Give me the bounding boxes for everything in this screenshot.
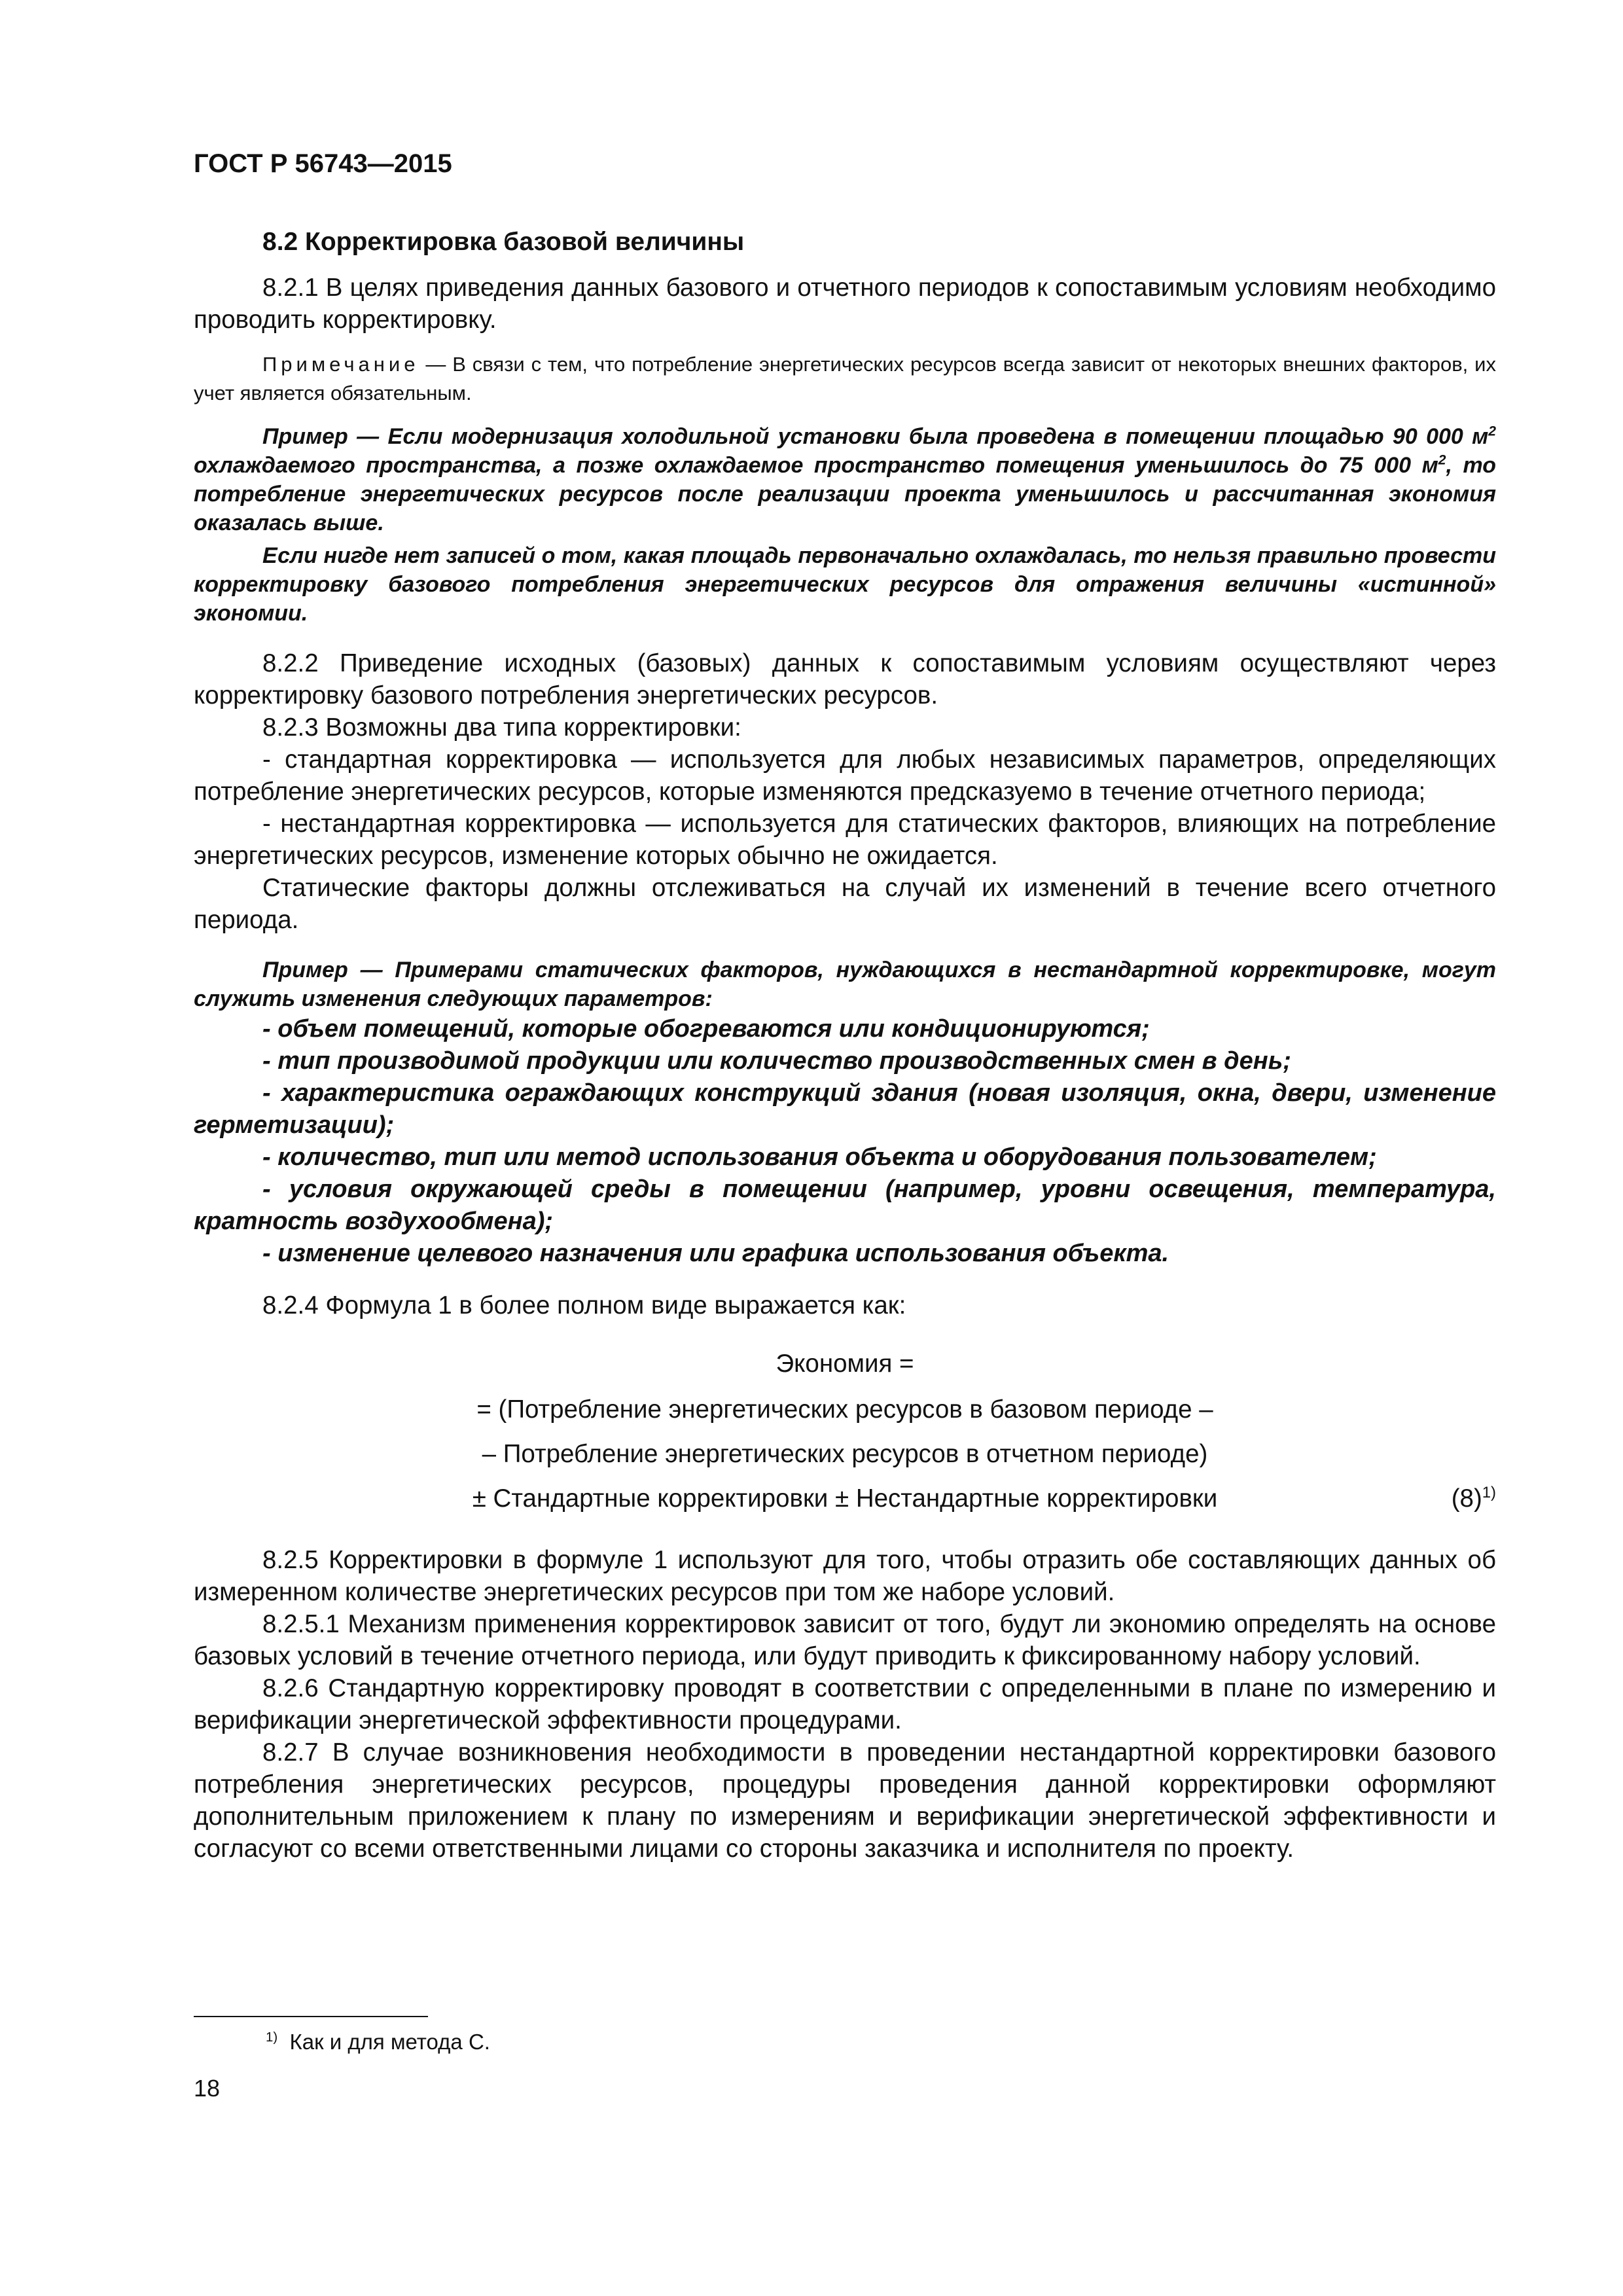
- note-text: — В связи с тем, что потребление энергетических ресурсов всегда зависит от некоторых внешних факторов, их учет является обязательным.: [194, 353, 1496, 404]
- paragraph-static-factors: Статические факторы должны отслеживаться на случай их изменений в течение всего отчетного периода.: [194, 874, 1496, 934]
- paragraph-8-2-7: 8.2.7 В случае возникновения необходимости в проведении нестандартной корректировки базового потребления энергетических ресурсов, процедуры проведения данной корректировки оформляют дополнительным приложением к плану по измерениям и верификации энергетической эффективности и согласуют со всеми ответственными лицами со стороны заказчика и исполнителя по проекту.: [194, 1738, 1496, 1863]
- example-1-text-part-1: Пример — Если модернизация холодильной установки была проведена в помещении площадью 90 000 м: [262, 424, 1489, 449]
- example-2-intro: Пример — Примерами статических факторов, нуждающихся в нестандартной корректировке, могут служить изменения следующих параметров:: [194, 958, 1496, 1011]
- example-1-text-part-3: , то потребление энергетических ресурсов после реализации проекта уменьшилось и рассчитанная экономия оказалась выше.: [194, 453, 1496, 535]
- note-label: Примечание: [262, 353, 419, 376]
- formula-line-4: ± Стандартные корректировки ± Нестандартные корректировки: [472, 1484, 1218, 1513]
- formula-number-text: (8): [1451, 1484, 1482, 1513]
- example-2-item: - тип производимой продукции или количество производственных смен в день;: [262, 1047, 1291, 1075]
- example-2-item: - объем помещений, которые обогреваются или кондиционируются;: [262, 1015, 1150, 1043]
- example-2-item: - условия окружающей среды в помещении (например, уровни освещения, температура, кратность воздухообмена);: [194, 1175, 1496, 1235]
- paragraph-8-2-5-1: 8.2.5.1 Механизм применения корректировок зависит от того, будут ли экономию определять на основе базовых условий в течение отчетного периода, или будут приводить к фиксированному набору условий.: [194, 1610, 1496, 1670]
- document-code-header: ГОСТ Р 56743—2015: [194, 149, 452, 178]
- paragraph-8-2-6: 8.2.6 Стандартную корректировку проводят в соответствии с определенными в плане по измерению и верификации энергетической эффективности процедурами.: [194, 1674, 1496, 1734]
- example-1-paragraph-1: [194, 422, 1496, 537]
- formula-line-1: Экономия =: [776, 1350, 914, 1378]
- paragraph-8-2-5: 8.2.5 Корректировки в формуле 1 используют для того, чтобы отразить обе составляющих данных об измеренном количестве энергетических ресурсов при том же наборе условий.: [194, 1546, 1496, 1606]
- example-2-item: - изменение целевого назначения или графика использования объекта.: [262, 1240, 1169, 1267]
- example-1-paragraph-2: Если нигде нет записей о том, какая площадь первоначально охлаждалась, то нельзя правильно провести корректировку базового потребления энергетических ресурсов для отражения величины «истинной» экономии.: [194, 543, 1496, 626]
- note: [194, 350, 1496, 408]
- footnote-marker: 1): [266, 2030, 278, 2045]
- example-2-item: - характеристика ограждающих конструкций здания (новая изоляция, окна, двери, изменение герметизации);: [194, 1079, 1496, 1139]
- paragraph-8-2-3: 8.2.3 Возможны два типа корректировки:: [262, 713, 741, 742]
- example-2-item: - количество, тип или метод использования объекта и оборудования пользователем;: [262, 1143, 1377, 1171]
- example-1-superscript-2: 2: [1438, 452, 1446, 468]
- list-item-nonstandard-correction: - нестандартная корректировка — используется для статических факторов, влияющих на потребление энергетических ресурсов, изменение которых обычно не ожидается.: [194, 810, 1496, 870]
- paragraph-8-2-4: 8.2.4 Формула 1 в более полном виде выражается как:: [262, 1291, 906, 1319]
- document-page: [194, 0, 1496, 2296]
- footnote: [266, 2028, 490, 2056]
- example-1-superscript-1: 2: [1488, 423, 1496, 439]
- formula-footnote-marker: 1): [1482, 1484, 1496, 1502]
- formula-8: [194, 1348, 1496, 1524]
- paragraph-8-2-1: 8.2.1 В целях приведения данных базового и отчетного периодов к сопоставимым условиям необходимо проводить корректировку.: [194, 274, 1496, 334]
- section-title: 8.2 Корректировка базовой величины: [262, 228, 745, 256]
- paragraph-8-2-2: 8.2.2 Приведение исходных (базовых) данных к сопоставимым условиям осуществляют через корректировку базового потребления энергетических ресурсов.: [194, 649, 1496, 709]
- formula-line-2: = (Потребление энергетических ресурсов в базовом периоде –: [476, 1395, 1213, 1424]
- formula-line-3: – Потребление энергетических ресурсов в отчетном периоде): [482, 1440, 1208, 1468]
- page-content: [194, 226, 1496, 1865]
- page-number: 18: [194, 2075, 221, 2102]
- list-item-standard-correction: - стандартная корректировка — используется для любых независимых параметров, определяющих потребление энергетических ресурсов, которые изменяются предсказуемо в течение отчетного периода;: [194, 745, 1496, 806]
- footnote-separator: [194, 2016, 428, 2017]
- example-1-text-part-2: охлаждаемого пространства, а позже охлаждаемое пространство помещения уменьшилось до 75 000 м: [194, 453, 1438, 478]
- footnote-text: Как и для метода С.: [289, 2030, 490, 2054]
- formula-number: [1452, 1482, 1496, 1515]
